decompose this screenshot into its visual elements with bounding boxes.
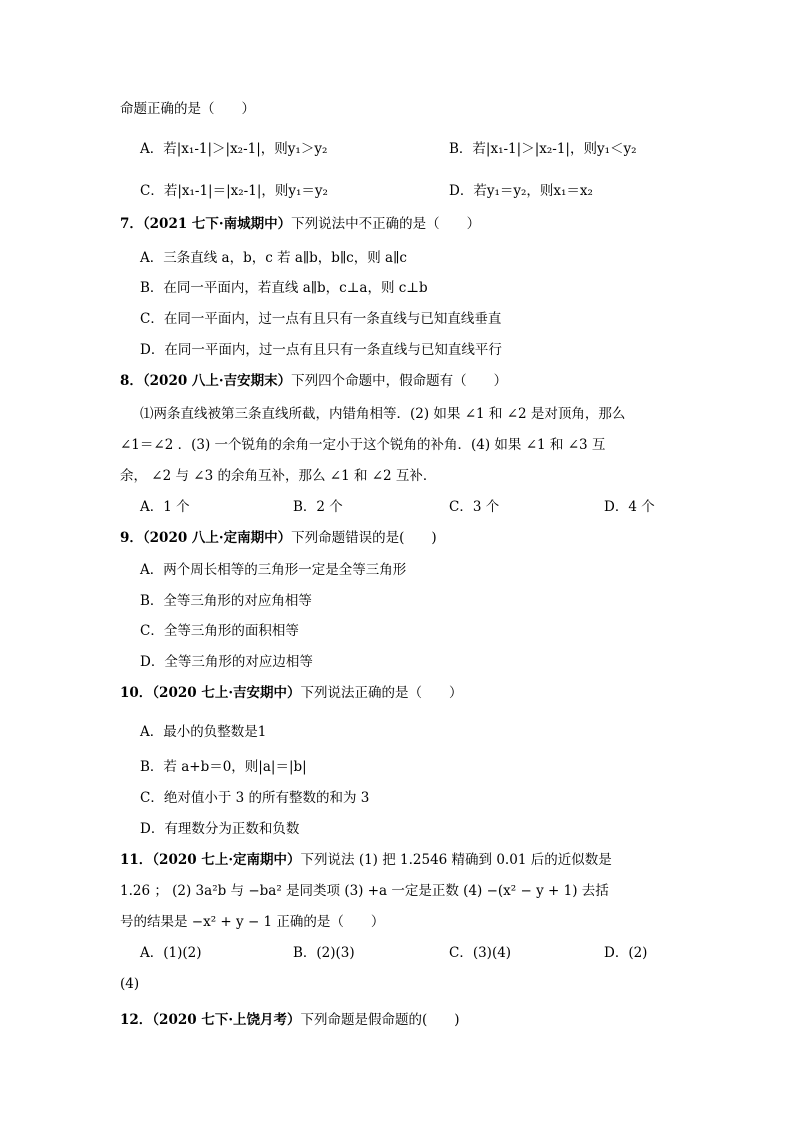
q7-option-b: B．在同一平面内，若直线 a∥b，c⊥a，则 c⊥b [140,280,428,296]
q11-stem [120,851,612,869]
q6-option-b: B．若|x₁-1|＞|x₂-1|，则y₁＜y₂ [449,141,637,157]
q11-source: （2020 七上·定南期中） [152,852,301,868]
q8-option-a: A．1 个 [140,499,190,515]
q11-option-d-continued: (4) [120,976,140,992]
q7-option-a: A．三条直线 a，b，c 若 a∥b，b∥c，则 a∥c [140,250,407,266]
q6-option-d: D．若y₁＝y₂，则x₁＝x₂ [449,183,593,199]
q11-body-line-3: 号的结果是 −x² + y − 1 正确的是（ ） [120,914,385,930]
q7-option-d: D．在同一平面内，过一点有且只有一条直线与已知直线平行 [140,342,502,358]
q12-number: 12． [120,1012,153,1028]
q10-option-b: B．若 a+b＝0，则|a|＝|b| [140,759,307,775]
q11-body-line-2: 1.26 ； (2) 3a²b 与 −ba² 是同类项 (3) +a 一定是正数 (4) −(x² − y + 1) 去括 [120,883,609,899]
q12-source: （2020 七下·上饶月考） [152,1012,301,1028]
q8-stem [120,372,507,390]
q9-question: 下列命题错误的是( ) [291,530,437,546]
q8-body-line-1: ⑴两条直线被第三条直线所截，内错角相等．(2) 如果 ∠1 和 ∠2 是对顶角，那么 [140,406,626,422]
q11-option-b: B．(2)(3) [293,945,355,961]
q10-source: （2020 七上·吉安期中） [152,685,301,701]
q9-option-a: A．两个周长相等的三角形一定是全等三角形 [140,562,407,578]
q8-question: 下列四个命题中，假命题有（ ） [291,373,508,389]
q8-source: （2020 八上·吉安期末） [142,373,292,389]
q11-option-c: C．(3)(4) [449,945,512,961]
q10-option-d: D．有理数分为正数和负数 [140,821,300,837]
q10-question: 下列说法正确的是（ ） [300,685,463,701]
q10-option-c: C．绝对值小于 3 的所有整数的和为 3 [140,790,370,806]
q11-option-a: A．(1)(2) [140,945,202,961]
lead-text: 命题正确的是（ ） [120,101,255,117]
q7-option-c: C．在同一平面内，过一点有且只有一条直线与已知直线垂直 [140,311,502,327]
q8-number: 8． [120,373,143,389]
q12-question: 下列命题是假命题的( ) [300,1012,460,1028]
q10-stem [120,684,463,702]
q8-body-line-2: ∠1＝∠2 ．(3) 一个锐角的余角一定小于这个锐角的补角．(4) 如果 ∠1 和 ∠3 互 [120,437,606,453]
q7-source: （2021 七下·南城期中） [142,216,292,232]
q7-stem [120,215,480,233]
q7-question: 下列说法中不正确的是（ ） [291,216,481,232]
q12-stem [120,1011,460,1029]
q11-number: 11． [120,852,153,868]
q7-number: 7． [120,216,143,232]
q6-option-a: A．若|x₁-1|＞|x₂-1|，则y₁＞y₂ [140,141,328,157]
q11-option-d: D．(2) [604,945,648,961]
q10-number: 10． [120,685,153,701]
q9-option-b: B．全等三角形的对应角相等 [140,593,312,609]
q8-body-line-3: 余， ∠2 与 ∠3 的余角互补，那么 ∠1 和 ∠2 互补． [120,468,437,484]
q8-option-c: C．3 个 [449,499,500,515]
q8-option-d: D．4 个 [604,499,655,515]
q6-option-c: C．若|x₁-1|＝|x₂-1|，则y₁＝y₂ [140,183,328,199]
q9-option-d: D．全等三角形的对应边相等 [140,654,313,670]
q9-stem [120,529,437,547]
q9-source: （2020 八上·定南期中） [142,530,292,546]
q10-option-a: A．最小的负整数是1 [140,724,267,740]
q11-line-1: 下列说法 (1) 把 1.2546 精确到 0.01 后的近似数是 [300,852,612,868]
q9-option-c: C．全等三角形的面积相等 [140,623,299,639]
q8-option-b: B．2 个 [293,499,343,515]
q9-number: 9． [120,530,143,546]
